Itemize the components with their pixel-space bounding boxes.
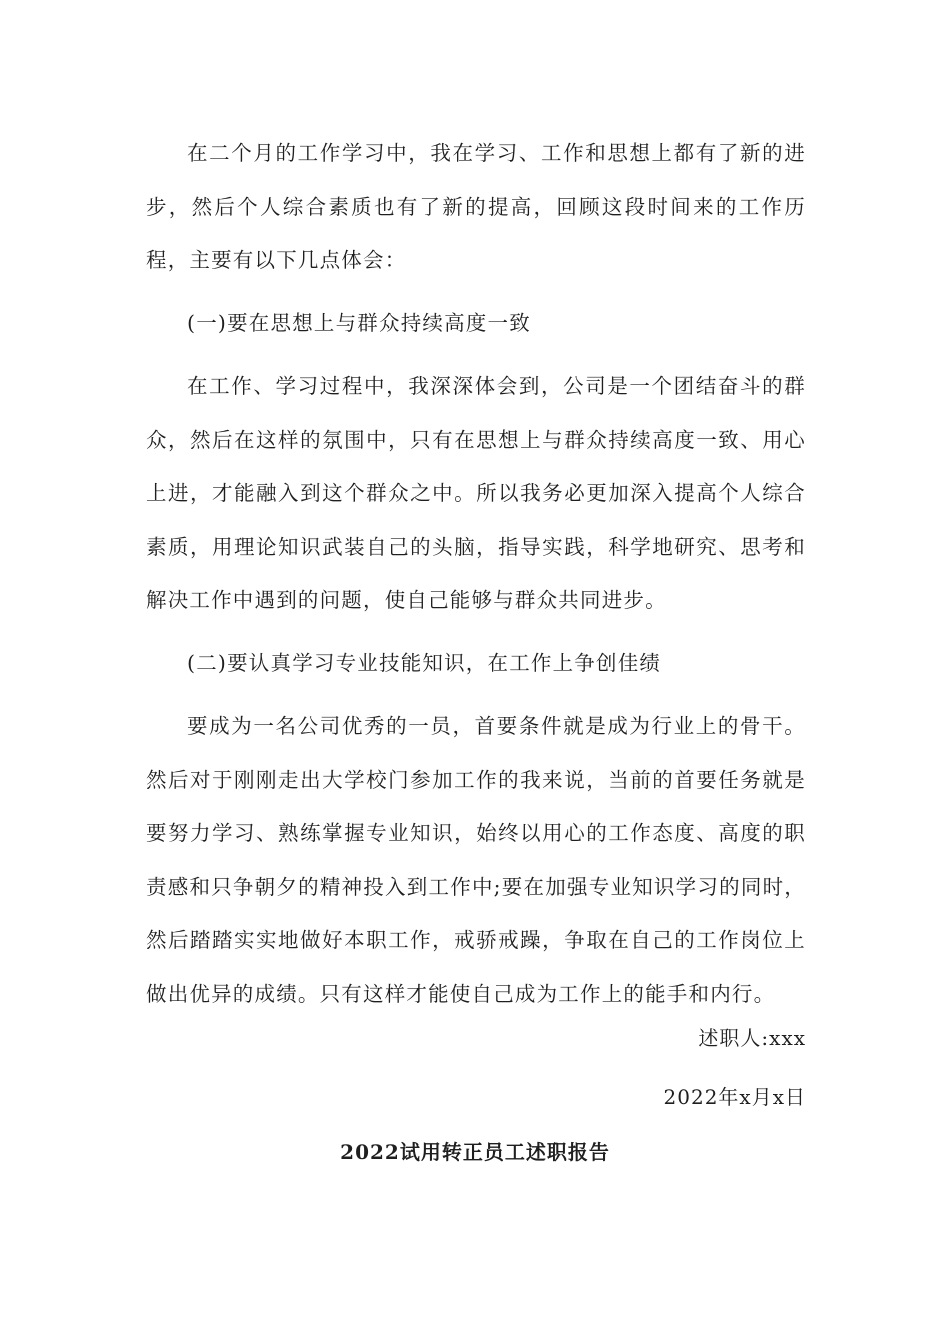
document-body bbox=[146, 127, 806, 1030]
date-line: 2022年x月x日 bbox=[663, 1085, 806, 1109]
section-heading-1: (一)要在思想上与群众持续高度一致 bbox=[187, 310, 531, 335]
paragraph-intro: 在二个月的工作学习中，我在学习、工作和思想上都有了新的进步，然后个人综合素质也有了新的提高，回顾这段时间来的工作历程，主要有以下几点体会： bbox=[146, 141, 806, 272]
paragraph-section-1: 在工作、学习过程中，我深深体会到，公司是一个团结奋斗的群众，然后在这样的氛围中，只有在思想上与群众持续高度一致、用心上进，才能融入到这个群众之中。所以我务必更加深入提高个人综合素质，用理论知识武装自己的头脑，指导实践，科学地研究、思考和解决工作中遇到的问题，使自己能够与群众共同进步。 bbox=[146, 374, 806, 612]
section-heading-2: (二)要认真学习专业技能知识，在工作上争创佳绩 bbox=[187, 650, 662, 675]
document-title: 2022试用转正员工述职报告 bbox=[340, 1140, 610, 1164]
paragraph-section-2: 要成为一名公司优秀的一员，首要条件就是成为行业上的骨干。然后对于刚刚走出大学校门参加工作的我来说，当前的首要任务就是要努力学习、熟练掌握专业知识，始终以用心的工作态度、高度的职责感和只争朝夕的精神投入到工作中;要在加强专业知识学习的同时，然后踏踏实实地做好本职工作，戒骄戒躁，争取在自己的工作岗位上做出优异的成绩。只有这样才能使自己成为工作上的能手和内行。 bbox=[146, 714, 806, 1006]
signer-line: 述职人:xxx bbox=[698, 1026, 806, 1050]
